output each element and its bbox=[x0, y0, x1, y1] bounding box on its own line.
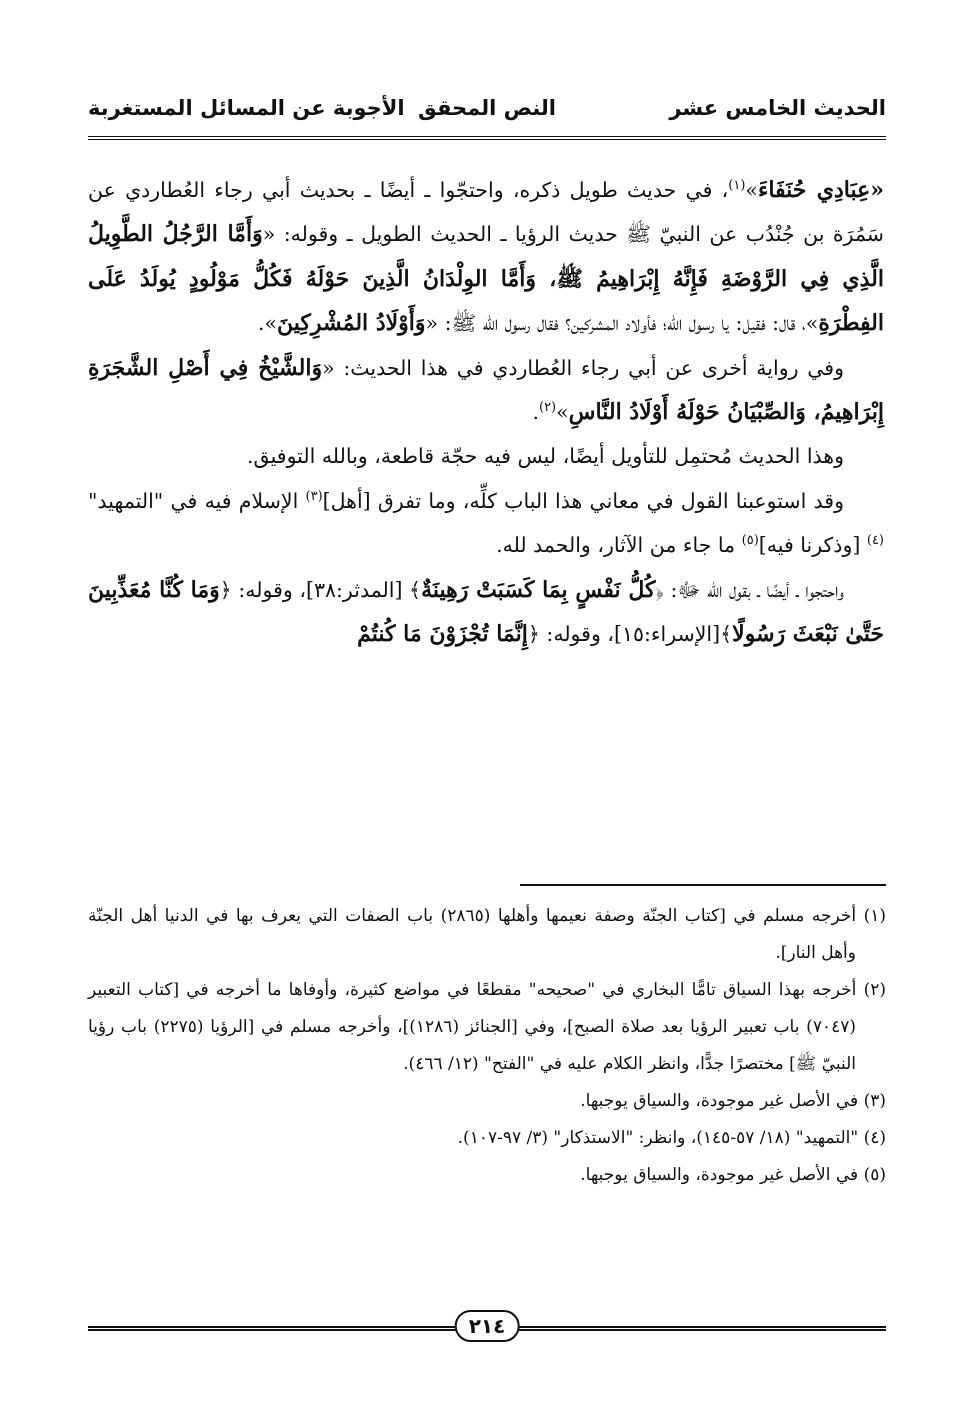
header-section-title: النص المحقق bbox=[418, 96, 556, 120]
header-rule bbox=[88, 136, 886, 140]
footnote-4: (٤) "التمهيد" (١٨/ ٥٧-١٤٥)، وانظر: "الاستذكار" (٣/ ٩٧-١٠٧). bbox=[457, 1128, 886, 1148]
main-text bbox=[88, 168, 884, 656]
footnotes bbox=[88, 898, 886, 1194]
footnote-2: (٢) أخرجه بهذا السياق تامًّا البخاري في "صحيحه" مقطعًا في مواضع كثيرة، وأوفاها ما أخرجه في [كتاب التعبير (٧٠٤٧) باب تعبير الرؤيا بعد صلاة الصبح]، وفي [الجنائز (١٢٨٦)]، وأخرجه مسلم في [الرؤيا (٢٢٧٥) باب رؤيا النبيّ ﷺ] مختصرًا جدًّا، وانظر الكلام عليه في "الفتح" (١٢/ ٤٦٦). bbox=[88, 980, 886, 1074]
header-chapter-title: الحديث الخامس عشر bbox=[669, 96, 886, 120]
paragraph-text: ، في حديث طويل ذكره، واحتجّوا ـ أيضًا ـ بحديث أبي رجاء العُطاردي عن سَمُرَة بن جُنْدُب عن النبيّ ﷺ حديث الرؤيا ـ الحديث الطويل ـ وقوله: « bbox=[88, 178, 884, 247]
footnote-marker-3: (٣) bbox=[305, 489, 323, 505]
paragraph-text: الإسلام فيه في "التمهيد" bbox=[88, 488, 306, 513]
hadith-quote: عِبَادِي حُنَفَاءَ bbox=[757, 177, 871, 203]
paragraph-text: ». bbox=[257, 311, 278, 336]
paragraph-text: واحتجوا ـ أيضًا ـ بقول الله ﷻ: ﴿ bbox=[655, 577, 845, 602]
footnote-5: (٥) في الأصل غير موجودة، والسياق يوجبها. bbox=[580, 1165, 886, 1185]
hadith-quote: وَأَمَّا الرَّجُلُ الطَّوِيلُ الَّذِي فِي الرَّوْضَةِ فَإِنَّهُ إِبْرَاهِيمُ ﷺ، وَأَمَّا الوِلْدَانُ الَّذِينَ حَوْلَهُ فَكُلُّ مَوْلُودٍ يُولَدُ عَلَى الفِطْرَةِ bbox=[88, 221, 884, 337]
paragraph-text: ﴾ [المدثر:٣٨]، وقوله: ﴿ bbox=[219, 577, 422, 602]
paragraph-text: وقد استوعبنا القول في معاني هذا الباب كلِّه، وما تفرق [أهل] bbox=[322, 488, 844, 513]
paragraph-2 bbox=[88, 346, 884, 435]
quote-open: « bbox=[870, 177, 885, 203]
paragraph-5 bbox=[88, 568, 884, 657]
footnote-marker-2: (٢) bbox=[538, 400, 557, 416]
quote-close: » bbox=[745, 178, 758, 202]
hadith-quote: وَأَوْلَادُ المُشْرِكِينَ bbox=[277, 310, 426, 337]
paragraph-text: . bbox=[532, 400, 539, 425]
paragraph-text: [وذكرنا فيه] bbox=[758, 533, 867, 558]
footnote-marker-4: (٤) bbox=[866, 533, 884, 549]
paragraph-text: ما جاء من الآثار، والحمد لله. bbox=[496, 533, 742, 558]
paragraph-text: ﴾[الإسراء:١٥]، وقوله: ﴿ bbox=[527, 622, 733, 647]
quran-verse: وَمَا كُنَّا مُعَذِّبِينَ حَتَّىٰ نَبْعَثَ رَسُولًا bbox=[88, 576, 884, 648]
footnote-separator bbox=[520, 884, 886, 886]
paragraph-4 bbox=[88, 479, 884, 568]
running-header bbox=[88, 92, 886, 132]
quran-verse: إِنَّمَا تُجْزَوْنَ مَا كُنتُمْ bbox=[357, 621, 528, 648]
hadith-quote: وَالشَّيْخُ فِي أَصْلِ الشَّجَرَةِ إِبْرَاهِيمُ، وَالصِّبْيَانُ حَوْلَهُ أَوْلَادُ النَّاسِ bbox=[88, 354, 884, 426]
paragraph-1 bbox=[88, 168, 884, 346]
footnote-1: (١) أخرجه مسلم في [كتاب الجنّة وصفة نعيمها وأهلها (٢٨٦٥) باب الصفات التي يعرف بها في الدنيا أهل الجنّة وأهل النار]. bbox=[88, 906, 887, 963]
page-number: ٢١٤ bbox=[455, 1310, 520, 1342]
header-book-title: الأجوبة عن المسائل المستغربة bbox=[88, 96, 405, 120]
footnote-marker-5: (٥) bbox=[741, 533, 759, 549]
quran-verse: كُلُّ نَفْسٍ بِمَا كَسَبَتْ رَهِينَةٌ bbox=[421, 576, 656, 603]
paragraph-text: وفي رواية أخرى عن أبي رجاء العُطاردي في هذا الحديث: « bbox=[322, 355, 844, 380]
paragraph-text: »، قال: فقيل: يا رسول الله؛ فأولاد المشركين؟ فقال رسول الله ﷺ: « bbox=[425, 311, 819, 336]
footnote-marker-1: (١) bbox=[728, 178, 746, 194]
paragraph-3: وهذا الحديث مُحتمِل للتأويل أيضًا، ليس فيه حجّة قاطعة، وبالله التوفيق. bbox=[246, 444, 844, 469]
page-footer bbox=[88, 1316, 886, 1340]
footnote-3: (٣) في الأصل غير موجودة، والسياق يوجبها. bbox=[580, 1091, 886, 1111]
quote-close: » bbox=[556, 400, 569, 425]
